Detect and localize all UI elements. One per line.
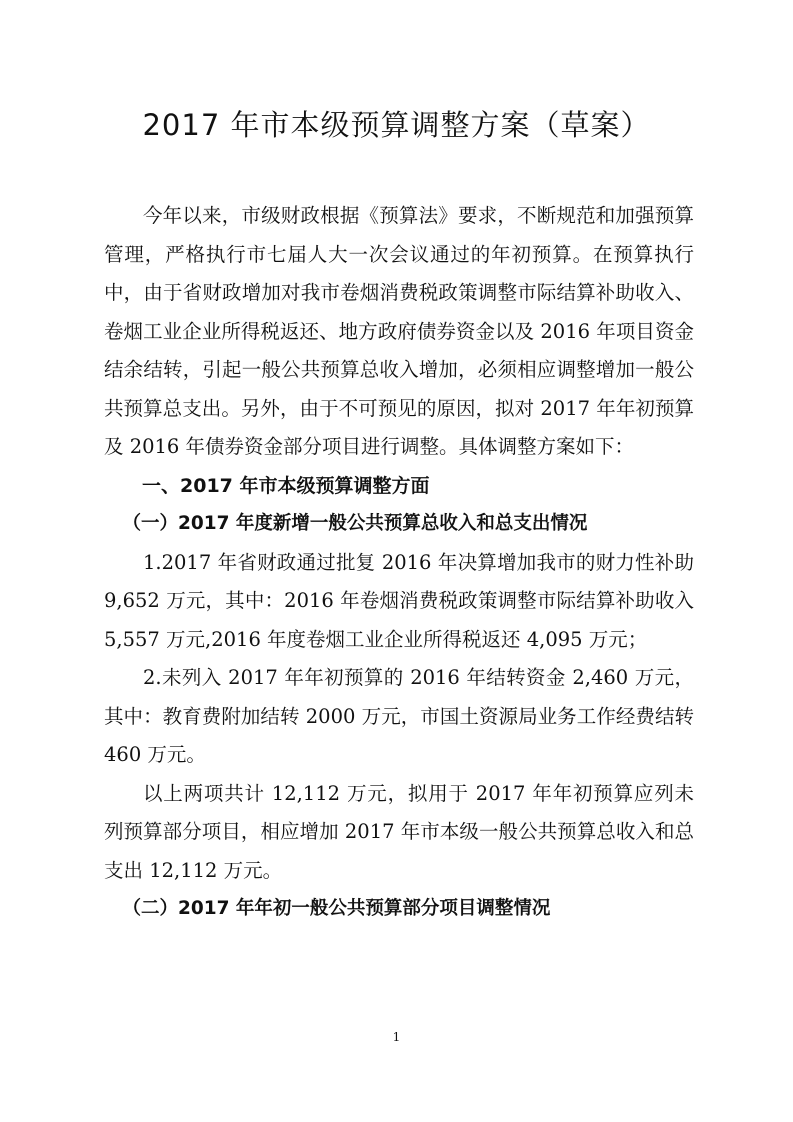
document-body (104, 197, 694, 929)
item-paragraph: 2.未列入 2017 年年初预算的 2016 年结转资金 2,460 万元，其中：教育费附加结转 2000 万元，市国土资源局业务工作经费结转 460 万元。 (104, 666, 694, 766)
item-paragraph: 1.2017 年省财政通过批复 2016 年决算增加我市的财力性补助 9,652 万元，其中：2016 年卷烟消费税政策调整市际结算补助收入 5,557 万元,2016 年度卷烟工业企业所得税返还 4,095 万元； (104, 550, 694, 651)
subsection-heading: （二）2017 年年初一般公共预算部分项目调整情况 (122, 898, 551, 919)
summary-paragraph: 以上两项共计 12,112 万元，拟用于 2017 年年初预算应列未列预算部分项目，相应增加 2017 年市本级一般公共预算总收入和总支出 12,112 万元。 (104, 781, 694, 882)
subsection-heading: （一）2017 年度新增一般公共预算总收入和总支出情况 (122, 513, 588, 534)
document-title: 2017 年市本级预算调整方案（草案） (142, 108, 651, 142)
intro-paragraph: 今年以来，市级财政根据《预算法》要求，不断规范和加强预算管理，严格执行市七届人大一次会议通过的年初预算。在预算执行中，由于省财政增加对我市卷烟消费税政策调整市际结算补助收入、卷烟工业企业所得税返还、地方政府债券资金以及 2016 年项目资金结余结转，引起一般公共预算总收入增加，必须相应调整增加一般公共预算总支出。另外，由于不可预见的原因，拟对 2017 年年初预算及 2016 年债券资金部分项目进行调整。具体调整方案如下： (104, 204, 694, 458)
section-heading: 一、2017 年市本级预算调整方面 (142, 474, 430, 497)
page-number: 1 (392, 1030, 401, 1044)
